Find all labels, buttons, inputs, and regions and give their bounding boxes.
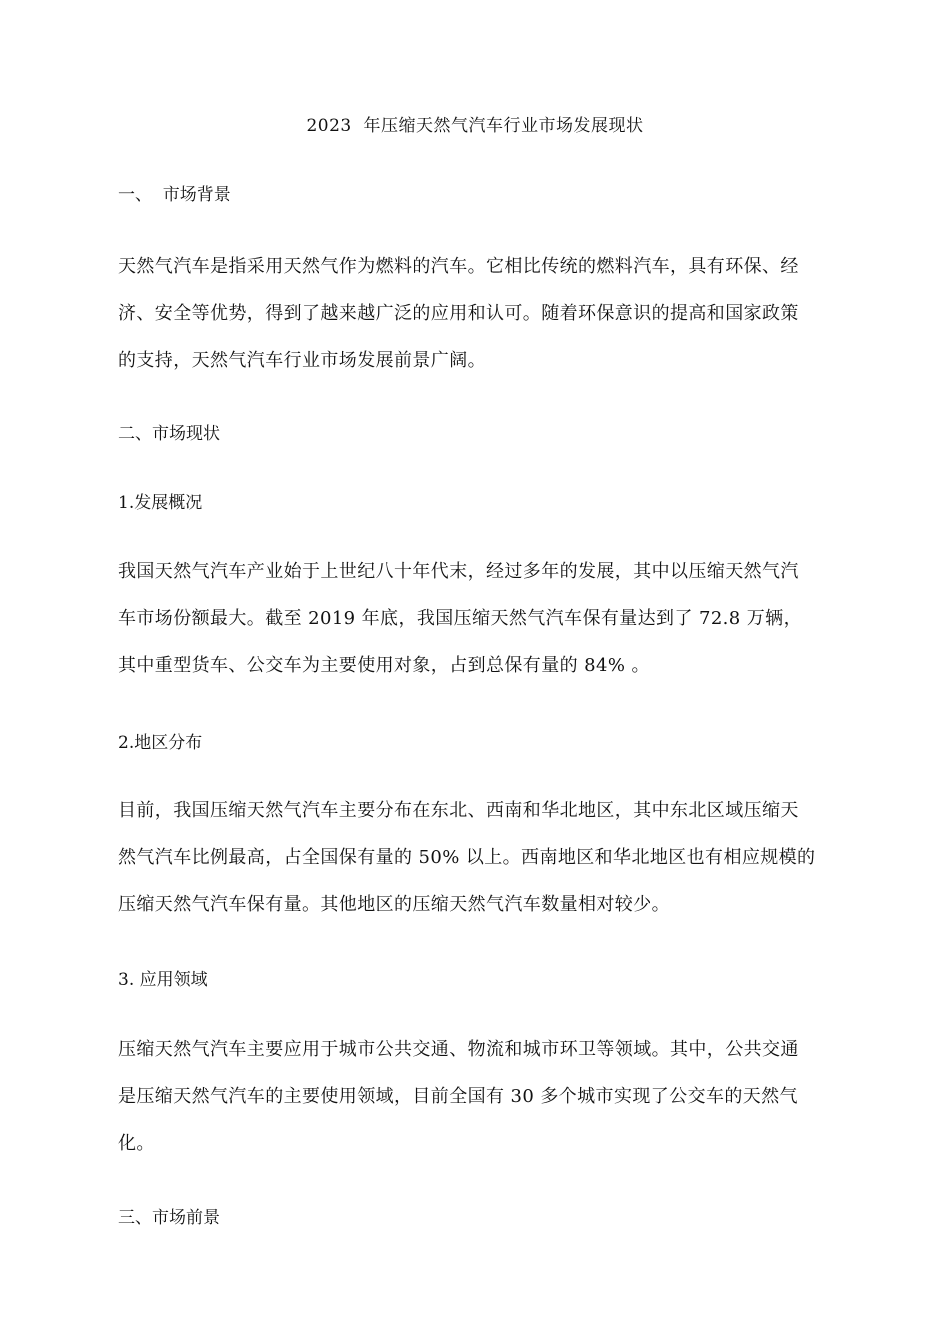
subheading-development-overview: 1.发展概况	[118, 493, 203, 513]
subheading-application-fields: 3. 应用领域	[118, 970, 208, 990]
section-heading-market-background: 一、 市场背景	[118, 185, 231, 205]
paragraph-development-overview: 我国天然气汽车产业始于上世纪八十年代末，经过多年的发展，其中以压缩天然气汽 车市场份额最大。截至 2019 年底，我国压缩天然气汽车保有量达到了 72.8 万辆， 其中重型货车、公交车为主要使用对象，占到总保有量的 84% 。	[118, 561, 802, 676]
paragraph-application-fields: 压缩天然气汽车主要应用于城市公共交通、物流和城市环卫等领域。其中，公共交通 是压缩天然气汽车的主要使用领域，目前全国有 30 多个城市实现了公交车的天然气 化。	[118, 1039, 799, 1154]
document-title: 2023 年压缩天然气汽车行业市场发展现状	[306, 116, 644, 136]
subheading-regional-distribution: 2.地区分布	[118, 733, 203, 753]
paragraph-regional-distribution: 目前，我国压缩天然气汽车主要分布在东北、西南和华北地区，其中东北区域压缩天 然气汽车比例最高，占全国保有量的 50% 以上。西南地区和华北地区也有相应规模的 压缩天然气汽车保有量。其他地区的压缩天然气汽车数量相对较少。	[118, 800, 816, 915]
paragraph-market-background: 天然气汽车是指采用天然气作为燃料的汽车。它相比传统的燃料汽车，具有环保、经 济、安全等优势，得到了越来越广泛的应用和认可。随着环保意识的提高和国家政策 的支持，天然气汽车行业市场发展前景广阔。	[118, 256, 799, 371]
section-heading-market-status: 二、市场现状	[118, 424, 220, 444]
section-heading-market-outlook: 三、市场前景	[118, 1208, 220, 1228]
